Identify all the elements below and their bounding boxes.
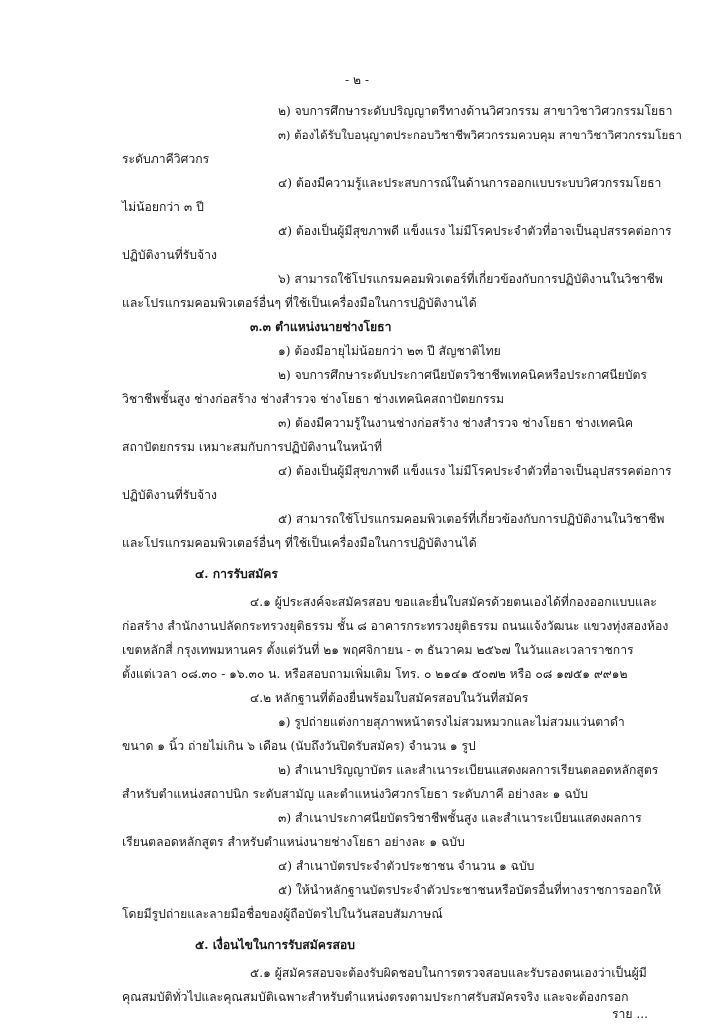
- text-line: และโปรแกรมคอมพิวเตอร์อื่นๆ ที่ใช้เป็นเครื่องมือในการปฏิบัติงานได้: [122, 536, 477, 550]
- page-number: - ๒ -: [345, 73, 370, 87]
- text-line: เขตหลักสี่ กรุงเทพมหานคร ตั้งแต่วันที่ ๒๑ พฤศจิกายน - ๓ ธันวาคม ๒๕๖๗ ในวันและเวลาราชการ: [122, 643, 634, 657]
- text-line: ๓) ต้องได้รับใบอนุญาตประกอบวิชาชีพวิศวกรรมควบคุม สาขาวิชาวิศวกรรมโยธา: [278, 128, 682, 142]
- section-heading: ๔. การรับสมัคร: [195, 567, 278, 581]
- text-line: ตั้งแต่เวลา ๐๘.๓๐ - ๑๖.๓๐ น. หรือสอบถามเพิ่มเติม โทร. ๐ ๒๑๔๑ ๕๐๗๒ หรือ ๐๘ ๑๗๕๑ ๙๙๑๒: [122, 667, 628, 681]
- text-line: ๓) ต้องมีความรู้ในงานช่างก่อสร้าง ช่างสำรวจ ช่างโยธา ช่างเทคนิค: [278, 416, 633, 430]
- text-line: ๔.๒ หลักฐานที่ต้องยื่นพร้อมใบสมัครสอบในวันที่สมัคร: [250, 691, 529, 705]
- text-line: ๔) สำเนาบัตรประจำตัวประชาชน จำนวน ๑ ฉบับ: [278, 859, 535, 873]
- text-line: เรียนตลอดหลักสูตร สำหรับตำแหน่งนายช่างโยธา อย่างละ ๑ ฉบับ: [122, 835, 465, 849]
- text-line: ๒) สำเนาปริญญาบัตร และสำเนาระเบียนแสดงผลการเรียนตลอดหลักสูตร: [278, 763, 659, 777]
- text-line: ๔.๑ ผู้ประสงค์จะสมัครสอบ ขอและยื่นใบสมัครด้วยตนเองได้ที่กองออกแบบและ: [250, 595, 657, 609]
- text-line: คุณสมบัติทั่วไปและคุณสมบัติเฉพาะสำหรับตำแหน่งตรงตามประกาศรับสมัครจริง และจะต้องกรอก: [122, 990, 629, 1004]
- text-line: ๑) ต้องมีอายุไม่น้อยกว่า ๒๓ ปี สัญชาติไทย: [278, 344, 501, 358]
- text-line: ๕) สามารถใช้โปรแกรมคอมพิวเตอร์ที่เกี่ยวข้องกับการปฏิบัติงานในวิชาชีพ: [278, 512, 665, 526]
- text-line: ๕.๑ ผู้สมัครสอบจะต้องรับผิดชอบในการตรวจสอบและรับรองตนเองว่าเป็นผู้มี: [250, 966, 647, 980]
- text-line: ปฏิบัติงานที่รับจ้าง: [122, 248, 217, 262]
- continuation-footer: ราย ...: [612, 1007, 649, 1021]
- text-line: ๔) ต้องมีความรู้และประสบการณ์ในด้านการออกแบบระบบวิศวกรรมโยธา: [278, 176, 662, 190]
- text-line: ๕) ต้องเป็นผู้มีสุขภาพดี แข็งแรง ไม่มีโรคประจำตัวที่อาจเป็นอุปสรรคต่อการ: [278, 224, 672, 238]
- text-line: และโปรแกรมคอมพิวเตอร์อื่นๆ ที่ใช้เป็นเครื่องมือในการปฏิบัติงานได้: [122, 296, 477, 310]
- text-line: ปฏิบัติงานที่รับจ้าง: [122, 488, 217, 502]
- text-line: ๒) จบการศึกษาระดับประกาศนียบัตรวิชาชีพเทคนิคหรือประกาศนียบัตร: [278, 368, 647, 382]
- text-line: วิชาชีพชั้นสูง ช่างก่อสร้าง ช่างสำรวจ ช่างโยธา ช่างเทคนิคสถาปัตยกรรม: [122, 392, 505, 406]
- text-line: ๑) รูปถ่ายแต่งกายสุภาพหน้าตรงไม่สวมหมวกและไม่สวมแว่นตาดำ: [278, 715, 625, 729]
- text-line: ๖) สามารถใช้โปรแกรมคอมพิวเตอร์ที่เกี่ยวข้องกับการปฏิบัติงานในวิชาชีพ: [278, 272, 663, 286]
- text-line: สถาปัตยกรรม เหมาะสมกับการปฏิบัติงานในหน้าที่: [122, 440, 383, 454]
- text-line: ๔) ต้องเป็นผู้มีสุขภาพดี แข็งแรง ไม่มีโรคประจำตัวที่อาจเป็นอุปสรรคต่อการ: [278, 464, 672, 478]
- text-line: ก่อสร้าง สำนักงานปลัดกระทรวงยุติธรรม ชั้น ๘ อาคารกระทรวงยุติธรรม ถนนแจ้งวัฒนะ แขวงทุ่งสองห้อง: [122, 619, 669, 633]
- text-line: ขนาด ๑ นิ้ว ถ่ายไม่เกิน ๖ เดือน (นับถึงวันปิดรับสมัคร) จำนวน ๑ รูป: [122, 739, 476, 753]
- section-heading: ๓.๓ ตำแหน่งนายช่างโยธา: [250, 320, 392, 334]
- text-line: ไม่น้อยกว่า ๓ ปี: [122, 200, 204, 214]
- text-line: ระดับภาคีวิศวกร: [122, 152, 210, 166]
- text-line: ๒) จบการศึกษาระดับปริญญาตรีทางด้านวิศวกรรม สาขาวิชาวิศวกรรมโยธา: [278, 104, 673, 118]
- text-line: ๕) ให้นำหลักฐานบัตรประจำตัวประชาชนหรือบัตรอื่นที่ทางราชการออกให้: [278, 883, 662, 897]
- text-line: โดยมีรูปถ่ายและลายมือชื่อของผู้ถือบัตรไปในวันสอบสัมภาษณ์: [122, 907, 443, 921]
- text-line: ๓) สำเนาประกาศนียบัตรวิชาชีพชั้นสูง และสำเนาระเบียนแสดงผลการ: [278, 811, 642, 825]
- section-heading: ๕. เงื่อนไขในการรับสมัครสอบ: [195, 938, 355, 952]
- text-line: สำหรับตำแหน่งสถาปนิก ระดับสามัญ และตำแหน่งวิศวกรโยธา ระดับภาคี อย่างละ ๑ ฉบับ: [122, 787, 588, 801]
